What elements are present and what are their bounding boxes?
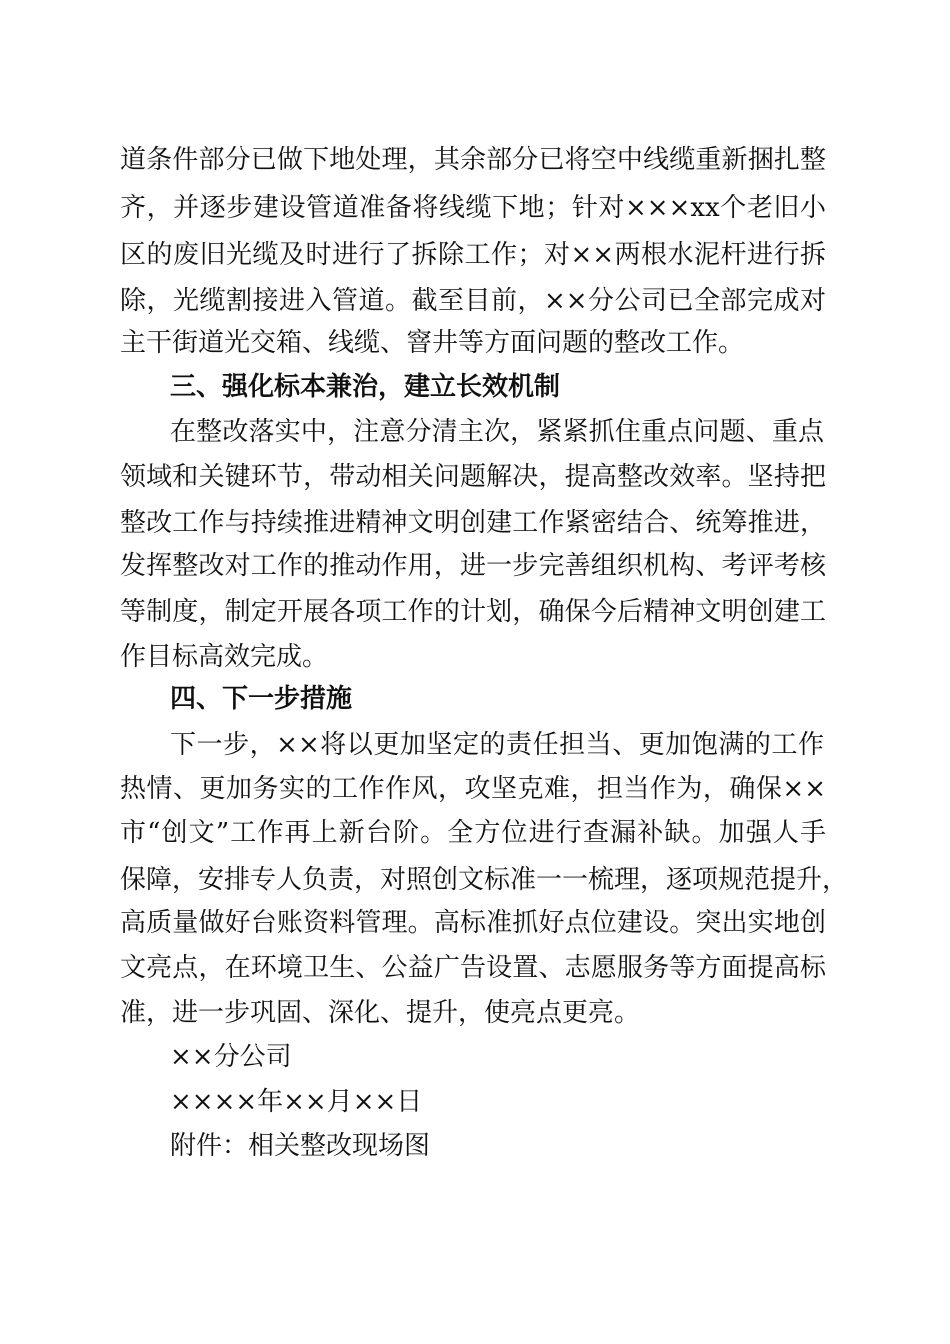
body-line: 作目标高效完成。 [120,642,329,672]
body-line: 在整改落实中，注意分清主次，紧紧抓住重点问题、重点 [170,417,824,447]
section-heading-four: 四、下一步措施 [170,684,353,714]
body-line: 文亮点，在环境卫生、公益广告设置、志愿服务等方面提高标 [120,953,826,983]
body-line: 整改工作与持续推进精神文明创建工作紧密结合、统筹推进， [120,508,826,538]
body-line: 准，进一步巩固、深化、提升，使亮点更亮。 [120,998,641,1028]
body-line: 等制度，制定开展各项工作的计划，确保今后精神文明创建工 [120,597,826,627]
body-line: 主干街道光交箱、线缆、窨井等方面问题的整改工作。 [120,328,745,358]
body-line: 保障，安排专人负责，对照创文标准一一梳理，逐项规范提升， [120,865,849,895]
signature-date: ××××年××月××日 [170,1087,423,1117]
body-line: 齐，并逐步建设管道准备将线缆下地；针对×××xx个老旧小 [120,193,826,223]
section-heading-three: 三、强化标本兼治，建立长效机制 [170,372,561,402]
body-line: 下一步，××将以更加坚定的责任担当、更加饱满的工作 [170,730,824,760]
body-line: 道条件部分已做下地处理，其余部分已将空中线缆重新捆扎整 [120,145,826,175]
body-line: 除，光缆割接进入管道。截至目前，××分公司已全部完成对 [120,286,826,316]
attachment-note: 附件：相关整改现场图 [170,1131,431,1161]
body-line: 热情、更加务实的工作作风，攻坚克难，担当作为，确保×× [120,774,826,804]
body-line: 领域和关键环节，带动相关问题解决，提高整改效率。坚持把 [120,462,826,492]
body-line: 高质量做好台账资料管理。高标准抓好点位建设。突出实地创 [120,908,826,938]
signature-company: ××分公司 [170,1042,292,1072]
body-line: 发挥整改对工作的推动作用，进一步完善组织机构、考评考核 [120,551,826,581]
body-line: 市“创文”工作再上新台阶。全方位进行查漏补缺。加强人手 [120,818,826,848]
body-line: 区的废旧光缆及时进行了拆除工作；对××两根水泥杆进行拆 [120,240,826,270]
